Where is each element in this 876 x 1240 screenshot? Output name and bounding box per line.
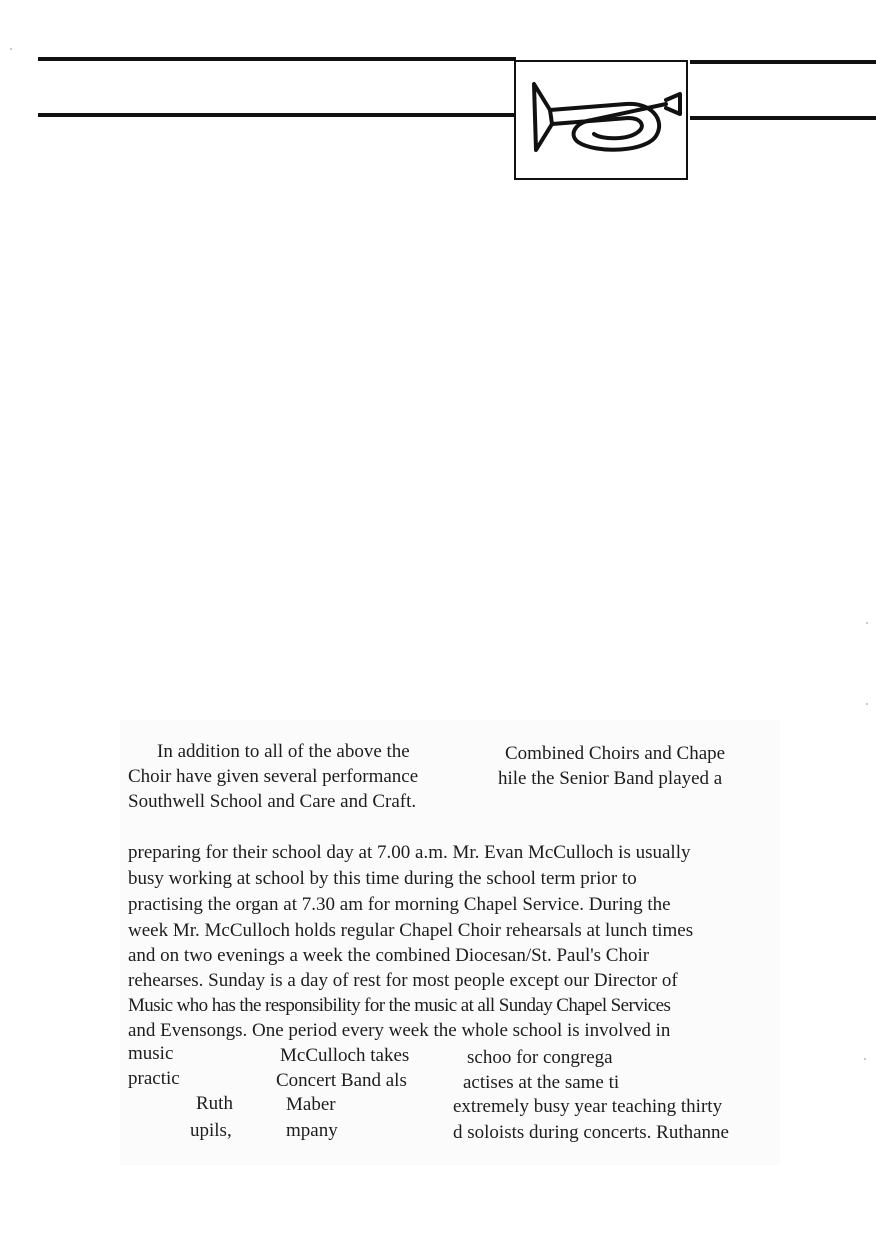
top-left-line-1: In addition to all of the above the	[157, 741, 410, 762]
scan-speck	[866, 622, 868, 624]
scan-speck	[866, 703, 868, 705]
fragment-1b: McCulloch takes	[280, 1045, 410, 1066]
main-line-6: rehearses. Sunday is a day of rest for most people except our Director of	[128, 970, 678, 991]
fragment-2c: actises at the same ti	[463, 1072, 620, 1093]
header-rule-bottom-right	[690, 116, 876, 120]
fragment-2b: Concert Band als	[276, 1070, 407, 1091]
header-rule-top-right	[690, 60, 876, 64]
main-line-2: busy working at school by this time during the school term prior to	[128, 868, 637, 889]
fragment-3c: extremely busy year teaching thirty	[453, 1096, 723, 1117]
bugle-icon	[516, 62, 686, 178]
main-line-8: and Evensongs. One period every week the whole school is involved in	[128, 1020, 671, 1041]
top-left-line-3: Southwell School and Care and Craft.	[128, 791, 417, 812]
fragment-4b: mpany	[286, 1120, 338, 1141]
top-right-line-2: hile the Senior Band played a	[498, 768, 723, 789]
fragment-4a: upils,	[190, 1120, 232, 1141]
header-rule-top-left	[38, 57, 516, 61]
scan-speck	[10, 48, 12, 50]
emblem-box	[514, 60, 688, 180]
main-line-4: week Mr. McCulloch holds regular Chapel Choir rehearsals at lunch times	[128, 920, 694, 941]
header-rule-bottom-left	[38, 113, 516, 117]
top-right-line-1: Combined Choirs and Chape	[505, 743, 726, 764]
fragment-1c: schoo for congrega	[467, 1047, 613, 1068]
fragment-2a: practic	[128, 1068, 180, 1089]
scan-speck	[864, 1058, 866, 1060]
fragment-4c: d soloists during concerts. Ruthanne	[453, 1122, 729, 1143]
fragment-3b: Maber	[286, 1094, 336, 1115]
fragment-1a: music	[128, 1043, 174, 1064]
top-left-line-2: Choir have given several performance	[128, 766, 419, 787]
main-line-3: practising the organ at 7.30 am for morning Chapel Service. During the	[128, 894, 671, 915]
main-line-7: Music who has the responsibility for the music at all Sunday Chapel Services	[128, 995, 671, 1016]
main-line-1: preparing for their school day at 7.00 a.m. Mr. Evan McCulloch is usually	[128, 842, 691, 863]
fragment-3a: Ruth	[196, 1093, 233, 1114]
main-line-5: and on two evenings a week the combined Diocesan/St. Paul's Choir	[128, 945, 650, 966]
